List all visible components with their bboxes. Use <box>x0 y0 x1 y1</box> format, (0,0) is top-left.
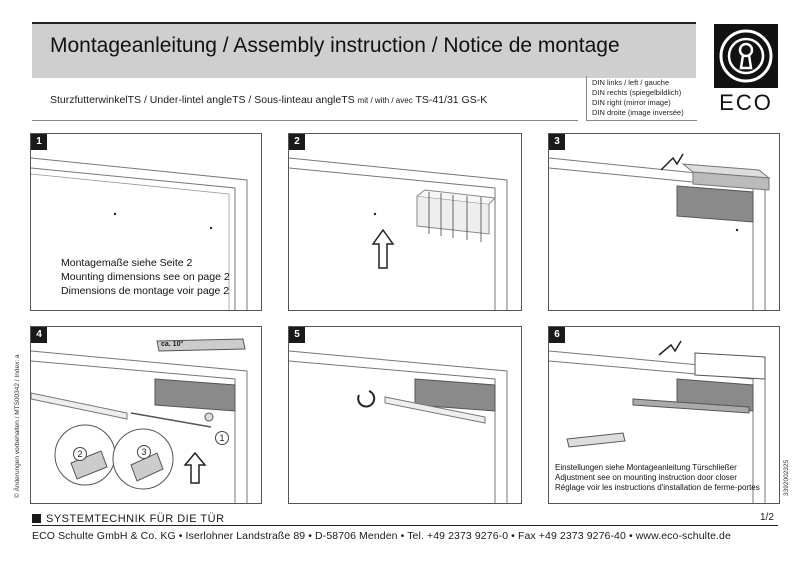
step-number: 1 <box>31 134 47 150</box>
document-number: 3392002325 <box>783 459 790 496</box>
footer-heading <box>32 513 225 525</box>
subtitle <box>50 94 487 106</box>
logo-text: ECO <box>719 90 773 115</box>
din-line: DIN links / left / gauche <box>592 78 670 87</box>
model-number: TS-41/31 GS-K <box>415 94 488 106</box>
step-panel-6 <box>548 326 780 504</box>
note-line: Einstellungen siehe Montageanleitung Türschließer <box>555 463 737 472</box>
angle-label: ca. 10° <box>161 341 184 348</box>
footer-divider <box>32 525 778 526</box>
note-line: Adjustment see on mounting instruction door closer <box>555 473 737 482</box>
step-panel-3 <box>548 133 780 311</box>
rail-rotate-illustration <box>289 327 521 503</box>
page-title: Montageanleitung / Assembly instruction / Notice de montage <box>50 34 620 57</box>
arrow-up-icon <box>373 230 393 268</box>
step-marker-2: 2 <box>73 447 87 461</box>
slide-rail-illustration <box>31 327 261 503</box>
angle-screwed-illustration <box>549 134 779 310</box>
step-number: 5 <box>289 327 305 343</box>
step-panel-2 <box>288 133 522 311</box>
square-icon <box>32 514 41 523</box>
note-line: Réglage voir les instructions d'installation de ferme-portes <box>555 483 760 492</box>
step-number: 6 <box>549 327 565 343</box>
step-panel-4 <box>30 326 262 504</box>
adjustment-notes <box>555 463 760 493</box>
step-number: 4 <box>31 327 47 343</box>
step-panel-1 <box>30 133 262 311</box>
note-line: Dimensions de montage voir page 2 <box>61 285 230 297</box>
step-panel-5 <box>288 326 522 504</box>
step-number: 2 <box>289 134 305 150</box>
keyhole-cylinder-logo-icon <box>714 24 778 88</box>
subtitle-text: SturzfutterwinkelTS / Under-lintel angleTS / Sous-linteau angleTS <box>50 94 355 106</box>
rotate-arrow-icon <box>358 391 374 406</box>
din-line: DIN droite (image inversée) <box>592 108 684 117</box>
side-note-left: © Änderungen vorbehalten / MTS00342 / Index: a <box>14 354 21 498</box>
company-address: ECO Schulte GmbH & Co. KG • Iserlohner Landstraße 89 • D-58706 Menden • Tel. +49 2373 9276-0 • Fax +49 2373 9276-40 • www.eco-schulte.de <box>32 530 731 542</box>
step-marker-3: 3 <box>137 445 151 459</box>
din-line: DIN rechts (spiegelbildlich) <box>592 88 682 97</box>
mounting-notes <box>61 256 230 298</box>
logo-mark <box>714 24 778 88</box>
footer-heading-text: SYSTEMTECHNIK FÜR DIE TÜR <box>46 513 225 525</box>
step-marker-1: 1 <box>215 431 229 445</box>
note-line: Mounting dimensions see on page 2 <box>61 271 230 283</box>
subtitle-with: mit / with / avec <box>357 96 413 105</box>
din-line: DIN right (mirror image) <box>592 98 671 107</box>
fold-arrow-icon <box>661 154 683 170</box>
step-number: 3 <box>549 134 565 150</box>
page-number: 1/2 <box>760 512 774 523</box>
arrow-up-icon <box>185 453 205 483</box>
fold-arrow-icon <box>659 341 681 355</box>
note-line: Montagemaße siehe Seite 2 <box>61 257 193 269</box>
angle-mounting-illustration <box>289 134 521 310</box>
